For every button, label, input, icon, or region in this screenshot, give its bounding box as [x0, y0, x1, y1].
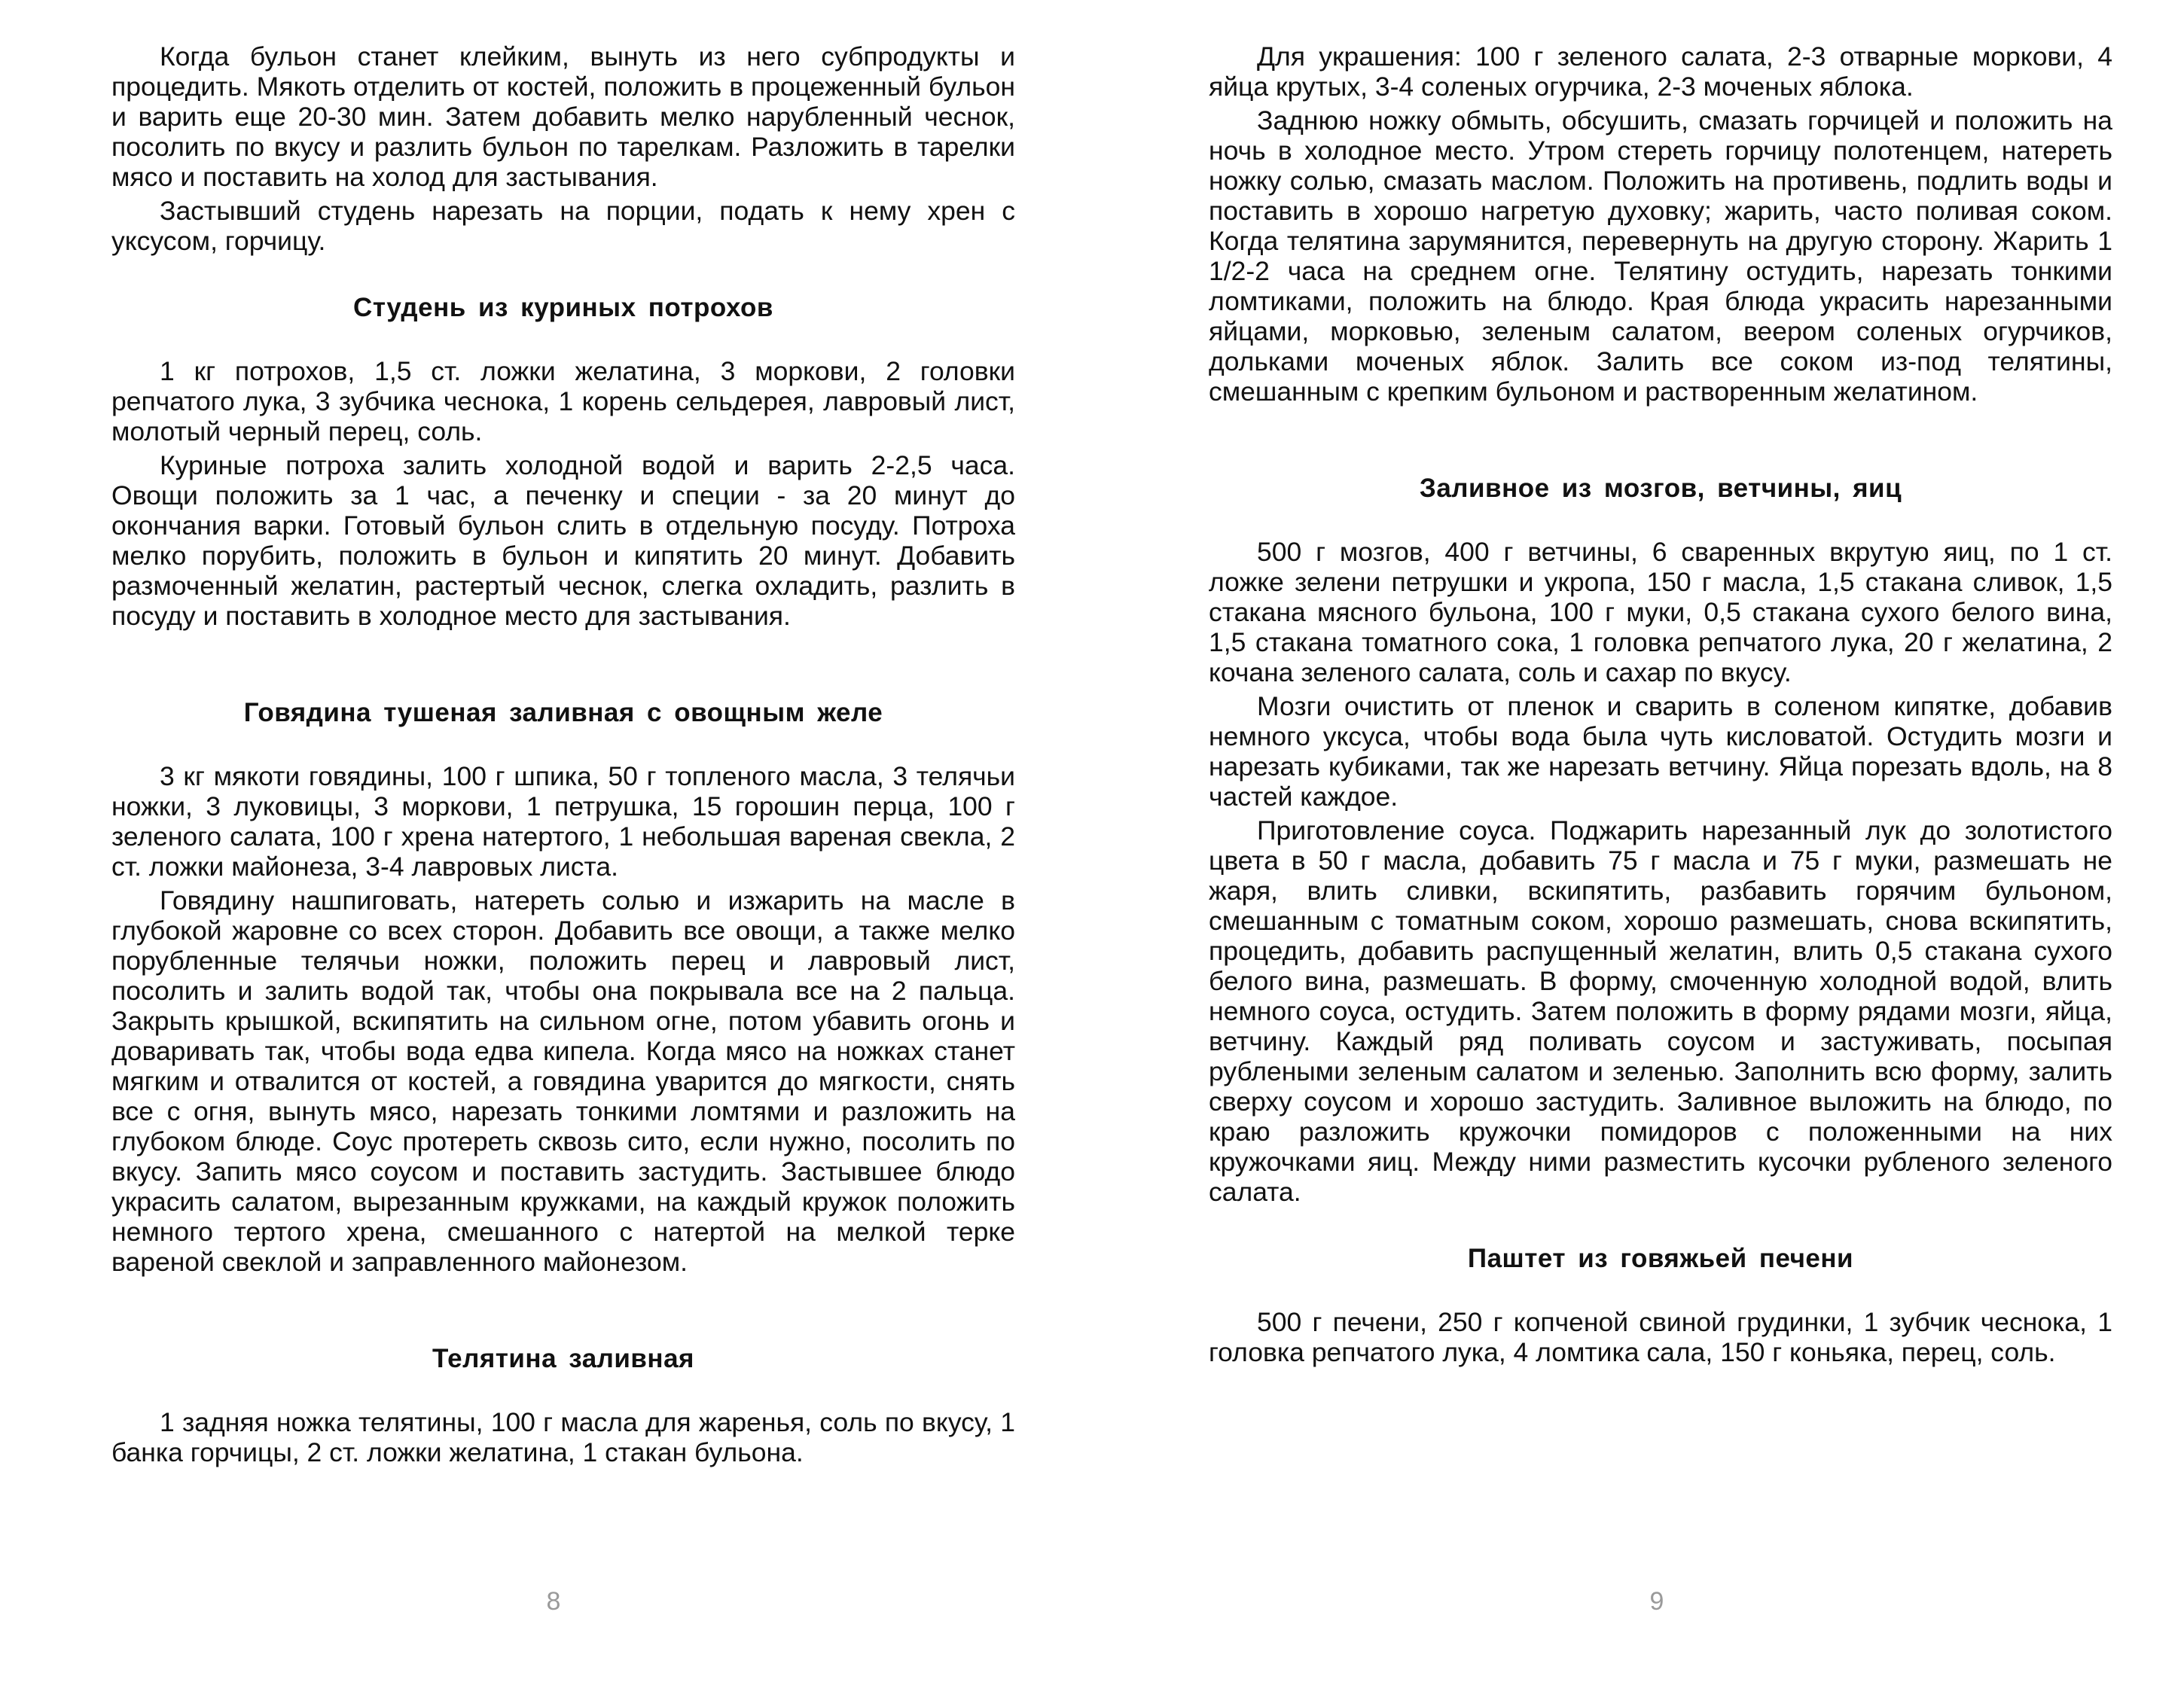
page-number: 9: [1649, 1587, 1664, 1616]
right-page: [1209, 41, 2112, 1645]
recipe-title: Студень из куриных потрохов: [353, 293, 773, 322]
page-number: 8: [546, 1587, 561, 1616]
paragraph: Застывший студень нарезать на порции, подать к нему хрен с уксусом, горчицу.: [111, 196, 1015, 256]
recipe-title: Телятина заливная: [432, 1344, 694, 1373]
recipe-title: Паштет из говяжьей печени: [1467, 1244, 1854, 1273]
recipe-title: Говядина тушеная заливная с овощным желе: [243, 698, 883, 727]
recipe-ingredients: 500 г печени, 250 г копченой свиной грудинки, 1 зубчик чеснока, 1 головка репчатого лука, 4 ломтика сала, 150 г коньяка, перец, соль.: [1209, 1307, 2112, 1367]
recipe-step: Куриные потроха залить холодной водой и варить 2-2,5 часа. Овощи положить за 1 час, а печенку и специи - за 20 минут до окончания варки. Готовый бульон слить в отдельную посуду. Потроха мелко порубить, положить в бульон и кипятить 20 минут. Добавить размоченный желатин, растертый чеснок, слегка охладить, разлить в посуду и поставить в холодное место для застывания.: [111, 450, 1015, 631]
recipe-step: Говядину нашпиговать, натереть солью и изжарить на масле в глубокой жаровне со всех сторон. Добавить все овощи, а также мелко порубленные телячьи ножки, положить перец и лавровый лист, посолить и залить водой так, чтобы она покрывала все на 2 пальца. Закрыть крышкой, вскипятить на сильном огне, потом убавить огонь и доваривать так, чтобы вода едва кипела. Когда мясо на ножках станет мягким и отвалится от костей, а говядина уварится до мягкости, снять все с огня, вынуть мясо, нарезать тонкими ломтями и разложить на глубоком блюде. Соус протереть сквозь сито, если нужно, посолить по вкусу. Запить мясо соусом и поставить застудить. Застывшее блюдо украсить салатом, вырезанным кружками, на каждый кружок положить немного тертого хрена, смешанного с натертой на мелкой терке вареной свеклой и заправленного майонезом.: [111, 885, 1015, 1277]
recipe-ingredients: 500 г мозгов, 400 г ветчины, 6 сваренных вкрутую яиц, по 1 ст. ложке зелени петрушки и укропа, 150 г масла, 1,5 стакана сливок, 1,5 стакана мясного бульона, 100 г муки, 0,5 стакана сухого белого вина, 1,5 стакана томатного сока, 1 головка репчатого лука, 20 г желатина, 2 кочана зеленого салата, соль и сахар по вкусу.: [1209, 537, 2112, 687]
recipe-ingredients: 1 задняя ножка телятины, 100 г масла для жаренья, соль по вкусу, 1 банка горчицы, 2 ст. ложки желатина, 1 стакан бульона.: [111, 1407, 1015, 1467]
paragraph: Для украшения: 100 г зеленого салата, 2-3 отварные моркови, 4 яйца крутых, 3-4 соленых огурчика, 2-3 моченых яблока.: [1209, 41, 2112, 102]
recipe-step: Мозги очистить от пленок и сварить в соленом кипятке, добавив немного уксуса, чтобы вода была чуть кисловатой. Остудить мозги и нарезать кубиками, так же нарезать ветчину. Яйца порезать вдоль, на 8 частей каждое.: [1209, 691, 2112, 812]
paragraph: Когда бульон станет клейким, вынуть из него субпродукты и процедить. Мякоть отделить от костей, положить в процеженный бульон и варить еще 20-30 мин. Затем добавить мелко нарубленный чеснок, посолить по вкусу и разлить бульон по тарелкам. Разложить в тарелки мясо и поставить на холод для застывания.: [111, 41, 1015, 192]
left-page: [111, 41, 1015, 1645]
recipe-title: Заливное из мозгов, ветчины, яиц: [1419, 474, 1902, 503]
recipe-ingredients: 3 кг мякоти говядины, 100 г шпика, 50 г топленого масла, 3 телячьи ножки, 3 луковицы, 3 моркови, 1 петрушка, 15 горошин перца, 100 г зеленого салата, 100 г хрена натертого, 1 небольшая вареная свекла, 2 ст. ложки майонеза, 3-4 лавровых листа.: [111, 761, 1015, 882]
recipe-step: Приготовление соуса. Поджарить нарезанный лук до золотистого цвета в 50 г масла, добавить 75 г масла и 75 г муки, размешать не жаря, влить сливки, вскипятить, разбавить горячим бульоном, смешанным с томатным соком, хорошо размешать, снова вскипятить, процедить, добавить распущенный желатин, влить 0,5 стакана сухого белого вина, размешать. В форму, смоченную холодной водой, влить немного соуса, остудить. Затем положить в форму рядами мозги, яйца, ветчину. Каждый ряд поливать соусом и застуживать, посыпая рублеными зеленым салатом и зеленью. Заполнить всю форму, залить сверху соусом и хорошо застудить. Заливное выложить на блюдо, по краю разложить кружочки помидоров с положенными на них кружочками яиц. Между ними разместить кусочки рубленого зеленого салата.: [1209, 815, 2112, 1207]
recipe-ingredients: 1 кг потрохов, 1,5 ст. ложки желатина, 3 моркови, 2 головки репчатого лука, 3 зубчика чеснока, 1 корень сельдерея, лавровый лист, молотый черный перец, соль.: [111, 356, 1015, 446]
right-page-text: [1209, 41, 2112, 1367]
left-page-text: [111, 41, 1015, 1467]
paragraph: Заднюю ножку обмыть, обсушить, смазать горчицей и положить на ночь в холодное место. Утром стереть горчицу полотенцем, натереть ножку солью, смазать маслом. Положить на противень, подлить воды и поставить в хорошо нагретую духовку; жарить, часто поливая соком. Когда телятина зарумянится, перевернуть на другую сторону. Жарить 1 1/2-2 часа на среднем огне. Телятину остудить, нарезать тонкими ломтиками, положить на блюдо. Края блюда украсить нарезанными яйцами, морковью, зеленым салатом, веером соленых огурчиков, дольками моченых яблок. Залить все соком из-под телятины, смешанным с крепким бульоном и растворенным желатином.: [1209, 105, 2112, 407]
